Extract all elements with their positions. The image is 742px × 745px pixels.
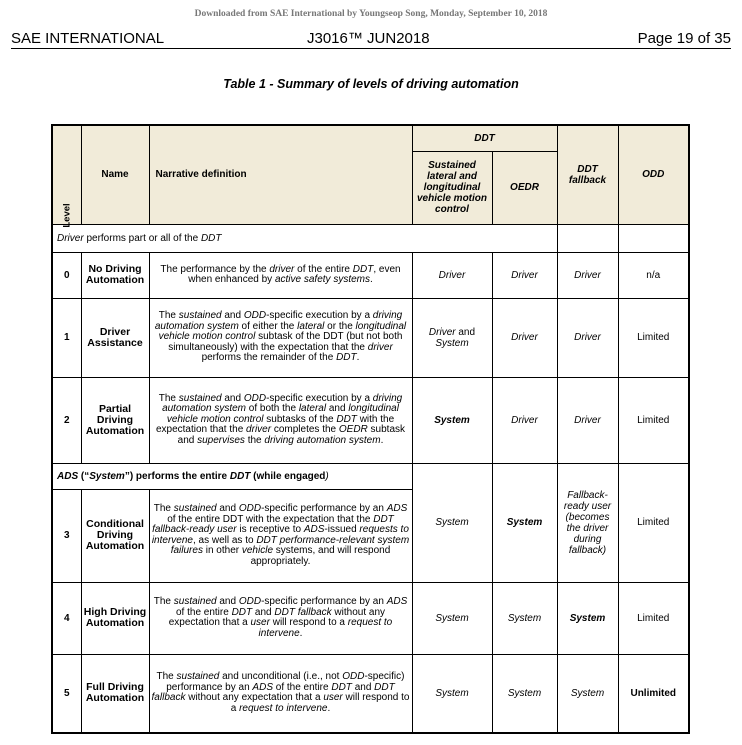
oedr-cell: System — [492, 654, 557, 733]
fallback-cell: Driver — [557, 298, 618, 377]
sustained-cell: System — [412, 463, 492, 582]
automation-levels-table — [51, 124, 690, 734]
fallback-cell: Driver — [557, 377, 618, 463]
oedr-cell: Driver — [492, 252, 557, 298]
table-row — [52, 252, 689, 298]
odd-cell: Limited — [618, 463, 689, 582]
level-name: High Driving Automation — [81, 582, 149, 654]
sustained-cell: System — [412, 377, 492, 463]
level-definition: The sustained and ODD-specific execution by a driving automation system of both the lateral and longitudinal vehicle motion control subtasks of the DDT with the expectation that the driver completes the OEDR subtask and supervises the driving automation system. — [149, 377, 412, 463]
level-name: Partial Driving Automation — [81, 377, 149, 463]
group-driver-blank-3 — [618, 224, 689, 252]
sustained-cell: Driver and System — [412, 298, 492, 377]
header-ddt: DDT — [412, 125, 557, 151]
group-ads-label: ADS (“System”) performs the entire DDT (while engaged) — [52, 463, 412, 489]
fallback-cell: Fallback-ready user (becomes the driver during fallback) — [557, 463, 618, 582]
level-definition: The sustained and unconditional (i.e., not ODD-specific) performance by an ADS of the entire DDT and DDT fallback without any expectation that a user will respond to a request to intervene. — [149, 654, 412, 733]
oedr-cell: System — [492, 463, 557, 582]
level-definition: The performance by the driver of the entire DDT, even when enhanced by active safety systems. — [149, 252, 412, 298]
level-name: Driver Assistance — [81, 298, 149, 377]
level-definition: The sustained and ODD-specific performance by an ADS of the entire DDT and DDT fallback without any expectation that a user will respond to a request to intervene. — [149, 582, 412, 654]
level-name: Full Driving Automation — [81, 654, 149, 733]
page-header — [11, 30, 731, 49]
header-row-1 — [52, 125, 689, 151]
level-number: 3 — [52, 489, 81, 582]
oedr-cell: Driver — [492, 377, 557, 463]
sustained-cell: Driver — [412, 252, 492, 298]
header-oedr: OEDR — [492, 151, 557, 224]
group-driver-label: Driver performs part or all of the DDT — [52, 224, 492, 252]
fallback-cell: System — [557, 582, 618, 654]
group-driver-blank-2 — [557, 224, 618, 252]
group-row-driver — [52, 224, 689, 252]
level-definition: The sustained and ODD-specific execution by a driving automation system of either the lateral or the longitudinal vehicle motion control subtask of the DDT (but not both simultaneously) with the expectation that the driver performs the remainder of the DDT. — [149, 298, 412, 377]
odd-cell: Limited — [618, 582, 689, 654]
level-number: 1 — [52, 298, 81, 377]
table-row — [52, 654, 689, 733]
download-notice: Downloaded from SAE International by Youngseop Song, Monday, September 10, 2018 — [194, 9, 548, 19]
odd-cell: n/a — [618, 252, 689, 298]
header-level: Level — [52, 125, 81, 224]
fallback-cell: Driver — [557, 252, 618, 298]
odd-cell: Unlimited — [618, 654, 689, 733]
group-row-ads — [52, 463, 689, 489]
level-definition: The sustained and ODD-specific performance by an ADS of the entire DDT with the expectation that the DDT fallback-ready user is receptive to ADS-issued requests to intervene, as well as to DDT performance-relevant system failures in other vehicle systems, and will respond appropriately. — [149, 489, 412, 582]
table-row — [52, 582, 689, 654]
group-driver-blank-1 — [492, 224, 557, 252]
header-sustained: Sustained lateral and longitudinal vehicle motion control — [412, 151, 492, 224]
level-number: 4 — [52, 582, 81, 654]
table-row — [52, 298, 689, 377]
page-number: Page 19 of 35 — [637, 30, 731, 47]
level-number: 0 — [52, 252, 81, 298]
organization-name: SAE INTERNATIONAL — [11, 30, 165, 47]
table-row — [52, 377, 689, 463]
level-name: Conditional Driving Automation — [81, 489, 149, 582]
oedr-cell: System — [492, 582, 557, 654]
odd-cell: Limited — [618, 377, 689, 463]
level-name: No Driving Automation — [81, 252, 149, 298]
oedr-cell: Driver — [492, 298, 557, 377]
sustained-cell: System — [412, 654, 492, 733]
header-narrative: Narrative definition — [149, 125, 412, 224]
table-caption: Table 1 - Summary of levels of driving automation — [223, 77, 519, 91]
header-name: Name — [81, 125, 149, 224]
level-number: 5 — [52, 654, 81, 733]
sustained-cell: System — [412, 582, 492, 654]
level-number: 2 — [52, 377, 81, 463]
document-id: J3016™ JUN2018 — [307, 30, 430, 47]
header-odd: ODD — [618, 125, 689, 224]
header-ddt-fallback: DDT fallback — [557, 125, 618, 224]
fallback-cell: System — [557, 654, 618, 733]
odd-cell: Limited — [618, 298, 689, 377]
